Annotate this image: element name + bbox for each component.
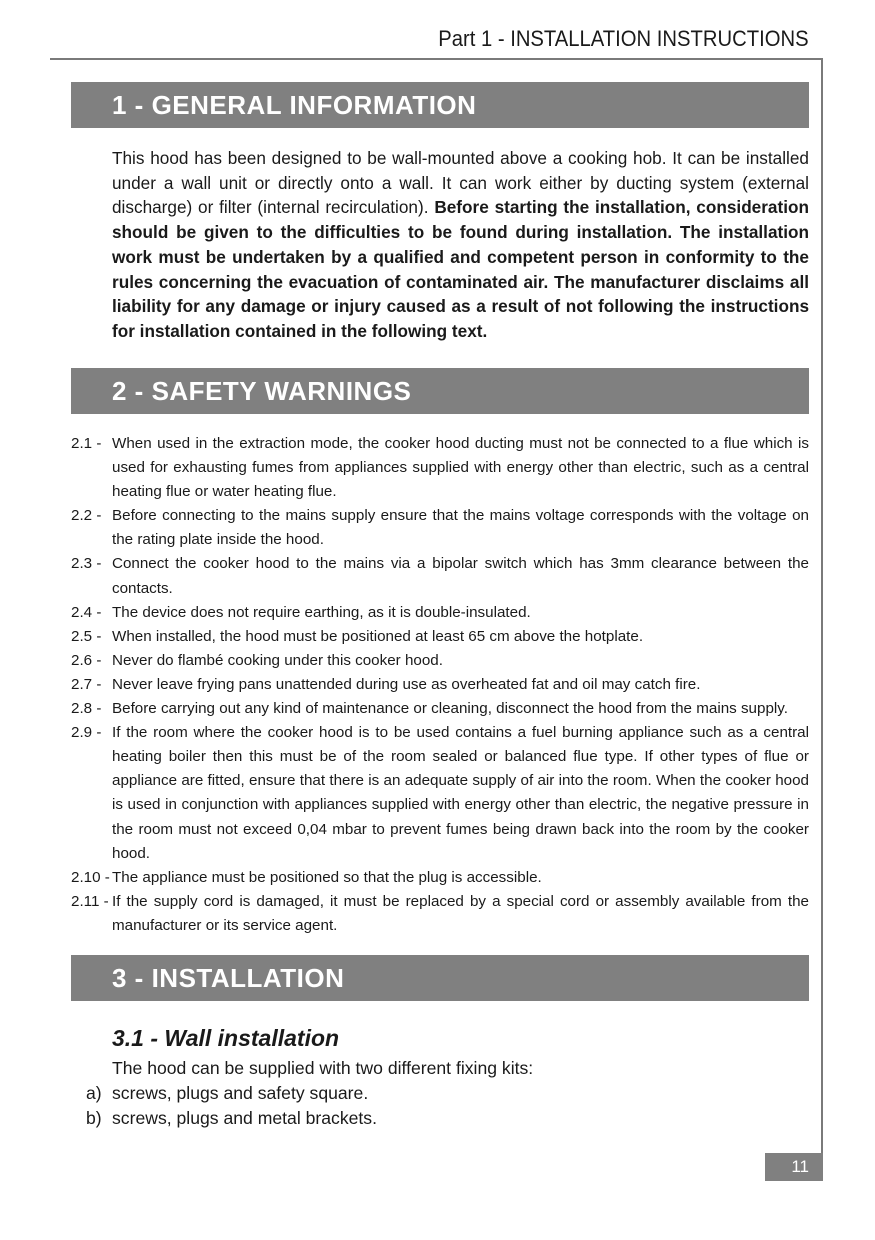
- warning-number: 2.6 -: [71, 651, 102, 669]
- warning-text: When used in the extraction mode, the cooker hood ducting must not be connected to a flue which is used for exhausting fumes from appliances supplied with energy other than electric, such as a central heating flue or water heating flue.: [112, 435, 809, 501]
- general-information-bold-text: Before starting the installation, consideration should be given to the difficulties to be found during installation. The installation work must be undertaken by a qualified and competent person in conformity to the rules concerning the evacuation of contaminated air. The manufacturer disclaims all liability for any damage or injury caused as a result of not following the instructions for installation contained in the following text.: [112, 197, 809, 341]
- safety-warnings-list: [71, 432, 809, 938]
- list-item: [71, 625, 809, 649]
- list-item: [71, 601, 809, 625]
- section-heading-safety-warnings: [71, 368, 809, 414]
- section-heading-general-information: [71, 82, 809, 128]
- list-item: [71, 432, 809, 504]
- margin-rule: [821, 58, 823, 1180]
- warning-number: 2.7 -: [71, 675, 102, 693]
- list-item: [71, 504, 809, 552]
- section-title: 1 - GENERAL INFORMATION: [112, 89, 477, 120]
- warning-text: If the room where the cooker hood is to be used contains a fuel burning appliance such as a central heating boiler then this must be of the room sealed or balanced flue type. If other types of flue or appliance are fitted, ensure that there is an adequate supply of air into the room. When the cooker hood is used in conjunction with appliances supplied with energy other than electric, the negative pressure in the room must not exceed 0,04 mbar to prevent fumes being drawn back into the room by the cooker hood.: [112, 724, 809, 862]
- warning-number: 2.9 -: [71, 724, 102, 742]
- warning-number: 2.11 -: [71, 892, 109, 910]
- option-text: screws, plugs and metal brackets.: [112, 1108, 377, 1128]
- list-item: [71, 890, 809, 938]
- list-item: [71, 697, 809, 721]
- warning-text: When installed, the hood must be positioned at least 65 cm above the hotplate.: [112, 627, 644, 645]
- list-item: [71, 721, 809, 866]
- page-number: 11: [765, 1153, 823, 1181]
- warning-number: 2.5 -: [71, 627, 102, 645]
- warning-number: 2.3 -: [71, 555, 102, 573]
- warning-text: Before carrying out any kind of maintenance or cleaning, disconnect the hood from the mains supply.: [112, 700, 788, 718]
- warning-text: The device does not require earthing, as it is double-insulated.: [112, 603, 531, 621]
- warning-number: 2.10 -: [71, 868, 110, 886]
- section-title: 2 - SAFETY WARNINGS: [112, 375, 412, 406]
- general-information-paragraph: [112, 146, 809, 344]
- option-label: b): [86, 1108, 102, 1128]
- warning-number: 2.2 -: [71, 507, 102, 525]
- page-header-title: Part 1 - INSTALLATION INSTRUCTIONS: [438, 26, 809, 51]
- list-item: [71, 649, 809, 673]
- warning-number: 2.1 -: [71, 435, 102, 452]
- warning-number: 2.8 -: [71, 700, 102, 718]
- list-item: [71, 552, 809, 600]
- warning-text: Never do flambé cooking under this cooker hood.: [112, 651, 443, 669]
- subsection-heading-wall-installation: 3.1 - Wall installation: [112, 1025, 340, 1051]
- list-item: [86, 1106, 377, 1130]
- installation-intro-text: The hood can be supplied with two different fixing kits:: [112, 1058, 534, 1078]
- warning-text: Before connecting to the mains supply ensure that the mains voltage corresponds with the voltage on the rating plate inside the hood.: [112, 507, 809, 549]
- section-title: 3 - INSTALLATION: [112, 962, 345, 993]
- option-text: screws, plugs and safety square.: [112, 1083, 369, 1103]
- warning-text: If the supply cord is damaged, it must be replaced by a special cord or assembly available from the manufacturer or its service agent.: [112, 892, 809, 934]
- general-information-text: This hood has been designed to be wall-mounted above a cooking hob. It can be installed under a wall unit or directly onto a wall. It can work either by ducting system (external discharge) or filter (internal recirculation).: [112, 148, 809, 218]
- warning-number: 2.4 -: [71, 603, 102, 621]
- section-heading-installation: [71, 955, 809, 1001]
- list-item: [71, 866, 809, 890]
- header-rule: [50, 58, 823, 60]
- list-item: [86, 1081, 368, 1105]
- option-label: a): [86, 1083, 102, 1103]
- warning-text: Connect the cooker hood to the mains via a bipolar switch which has 3mm clearance between the contacts.: [112, 555, 809, 597]
- list-item: [71, 673, 809, 697]
- warning-text: Never leave frying pans unattended during use as overheated fat and oil may catch fire.: [112, 675, 701, 693]
- warning-text: The appliance must be positioned so that the plug is accessible.: [112, 868, 542, 886]
